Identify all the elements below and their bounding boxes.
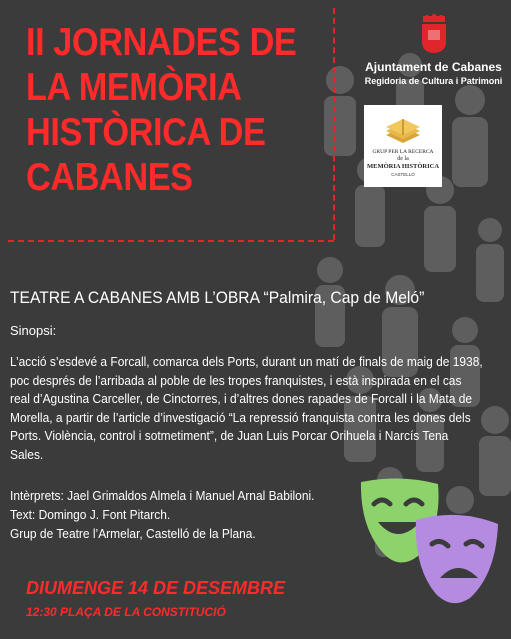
dashed-frame-horizontal — [8, 240, 334, 242]
ajuntament-coat-of-arms-icon — [419, 14, 449, 54]
sinopsi-line: L’acció s’esdevé a Forcall, comarca dels Ports, durant un matí de finals de maig de 1938, — [10, 354, 483, 369]
interprets-credit: Intèrprets: Jael Grimaldos Almela i Manuel Arnal Babiloni. — [10, 488, 315, 503]
play-title: TEATRE A CABANES AMB L’OBRA “Palmira, Cap de Meló” — [10, 288, 425, 307]
grup-logo-line: de la — [397, 156, 409, 162]
grup-credit: Grup de Teatre l’Armelar, Castelló de la Plana. — [10, 526, 256, 541]
sinopsi-line: real d’Agustina Carceller, de Cinctorres, i d’altres dones rapades de Forcall i la Mata de — [10, 391, 473, 407]
grup-recerca-logo — [364, 105, 442, 187]
sinopsi-line: poc després de l’arribada al poble de les tropes franquistes, i està inspirada en el cas — [10, 372, 462, 388]
theatre-masks-icon — [356, 478, 506, 608]
dashed-frame-vertical — [333, 8, 335, 240]
title-line: CABANES — [26, 156, 193, 199]
ajuntament-name: Ajuntament de Cabanes — [365, 60, 502, 74]
event-date: DIUMENGE 14 DE DESEMBRE — [26, 578, 286, 598]
sinopsi-text — [10, 353, 500, 465]
book-logo-icon — [364, 105, 442, 149]
grup-logo-line: GRUP PER LA RECERCA — [372, 149, 434, 155]
grup-logo-line: MEMÒRIA HISTÒRICA — [366, 163, 440, 170]
ajuntament-subtitle: Regidoria de Cultura i Patrimoni — [364, 76, 503, 86]
title-line: II JORNADES DE — [26, 21, 297, 64]
event-place: 12:30 PLAÇA DE LA CONSTITUCIÓ — [26, 605, 226, 619]
sinopsi-label: Sinopsi: — [10, 323, 57, 338]
sinopsi-line: Morella, a partir de l’article d’investigació “La repressió franquista contra les dones dels — [10, 409, 471, 425]
sinopsi-line: Ports. Violència, control i sotmetiment”, de Juan Luis Porcar Orihuela i Narcís Tena — [10, 428, 449, 444]
poster-title — [26, 20, 297, 200]
title-line: LA MEMÒRIA — [26, 66, 242, 109]
text-credit: Text: Domingo J. Font Pitarch. — [10, 507, 171, 522]
sinopsi-line: Sales. — [10, 446, 44, 462]
title-line: HISTÒRICA DE — [26, 111, 266, 154]
grup-logo-line: CASTELLÓ — [391, 172, 415, 177]
